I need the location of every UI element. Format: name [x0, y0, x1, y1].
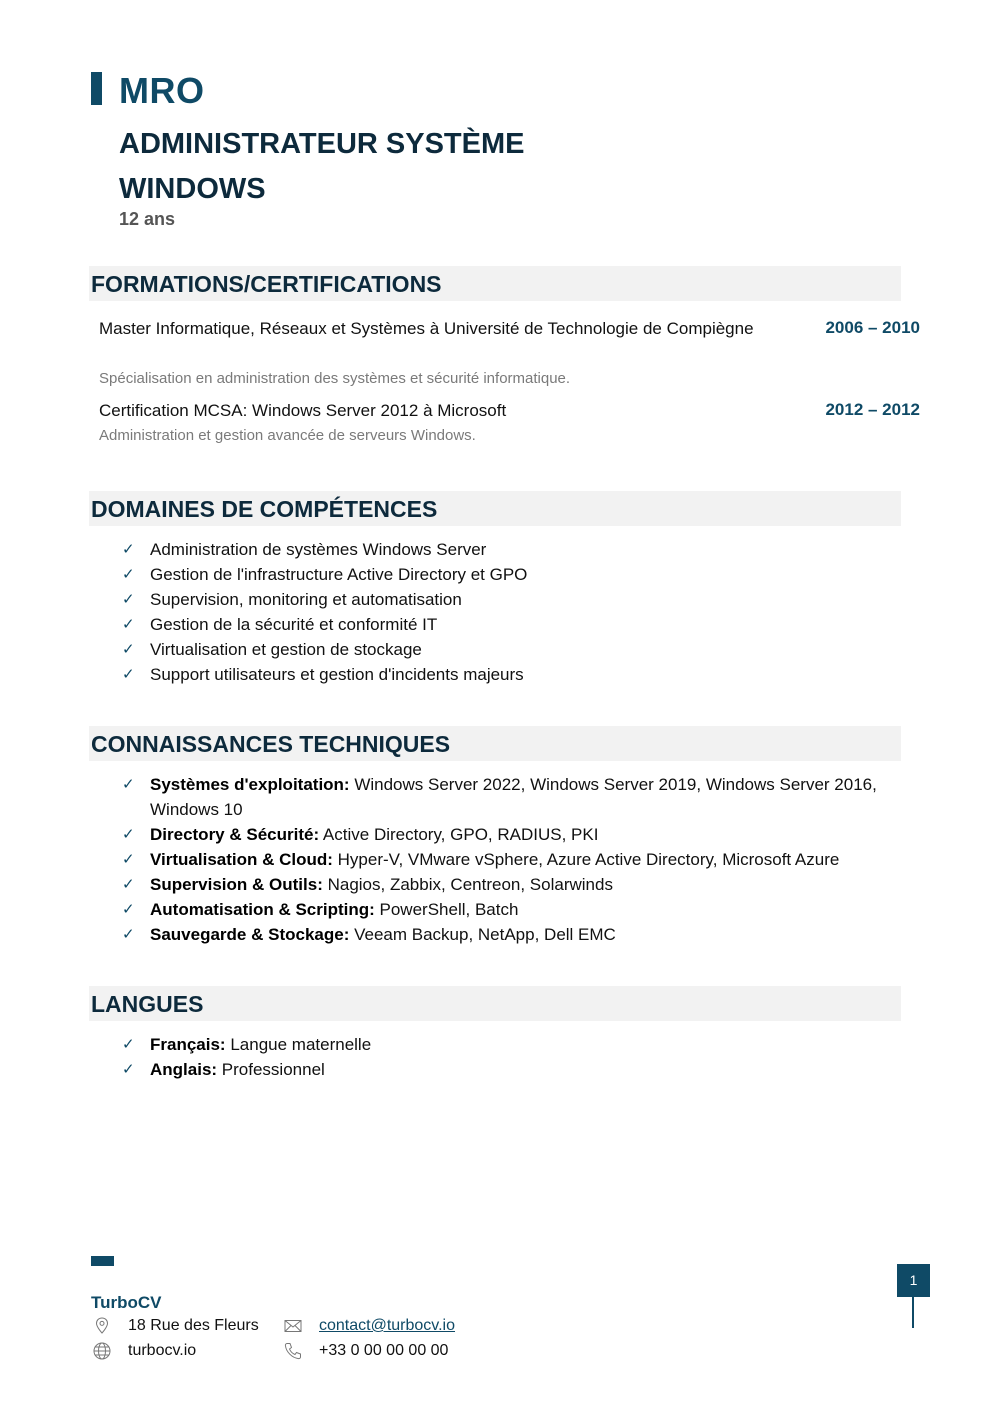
- map-pin-icon: [92, 1316, 112, 1336]
- section-heading-connaissances: CONNAISSANCES TECHNIQUES: [89, 726, 901, 761]
- footer-brand: TurboCV: [91, 1293, 162, 1312]
- education-description: Spécialisation en administration des systèmes et sécurité informatique.: [99, 370, 571, 387]
- list-item: [122, 847, 912, 872]
- list-item: ✓ Support utilisateurs et gestion d'incidents majeurs: [122, 662, 912, 687]
- education-title: Master Informatique, Réseaux et Systèmes à Université de Technologie de Compiègne: [99, 319, 754, 338]
- page-number-badge: 1: [897, 1264, 930, 1297]
- section-heading-langues: LANGUES: [89, 986, 901, 1021]
- skill-label: Sauvegarde & Stockage:: [150, 925, 350, 944]
- language-label: Français:: [150, 1035, 226, 1054]
- list-item: [122, 1057, 912, 1082]
- list-item: [122, 822, 912, 847]
- list-item: [122, 922, 912, 947]
- connaissances-list: [122, 772, 912, 947]
- list-item: ✓ Supervision, monitoring et automatisation: [122, 587, 912, 612]
- list-item: ✓ Virtualisation et gestion de stockage: [122, 637, 912, 662]
- check-icon: ✓: [122, 641, 135, 658]
- education-dates: 2012 – 2012: [825, 400, 920, 419]
- list-item: ✓ Administration de systèmes Windows Server: [122, 537, 912, 562]
- skill-label: Systèmes d'exploitation:: [150, 775, 350, 794]
- section-heading-competences: DOMAINES DE COMPÉTENCES: [89, 491, 901, 526]
- education-description: Administration et gestion avancée de serveurs Windows.: [99, 427, 476, 444]
- footer-accent-bar: [91, 1256, 114, 1266]
- section-heading-formations: FORMATIONS/CERTIFICATIONS: [89, 266, 901, 301]
- skill-value: Hyper-V, VMware vSphere, Azure Active Directory, Microsoft Azure: [337, 850, 840, 869]
- list-item: [122, 772, 912, 822]
- check-icon: ✓: [122, 591, 135, 608]
- check-icon: ✓: [122, 541, 135, 558]
- competences-list: [122, 537, 912, 687]
- footer-phone: +33 0 00 00 00 00: [319, 1342, 449, 1359]
- footer-website[interactable]: turbocv.io: [128, 1342, 197, 1359]
- language-level: Professionnel: [221, 1060, 325, 1079]
- skill-value: Veeam Backup, NetApp, Dell EMC: [354, 925, 616, 944]
- check-icon: ✓: [122, 1036, 135, 1053]
- phone-icon: [283, 1341, 303, 1361]
- check-icon: ✓: [122, 926, 135, 943]
- skill-value: Active Directory, GPO, RADIUS, PKI: [322, 825, 599, 844]
- skill-value: Windows Server 2022, Windows Server 2019, Windows Server 2016, Windows 10: [150, 775, 877, 819]
- list-item: [122, 872, 912, 897]
- experience-years: 12 ans: [119, 209, 176, 229]
- footer-address: 18 Rue des Fleurs: [128, 1317, 259, 1334]
- globe-icon: [92, 1341, 112, 1361]
- skill-value: Nagios, Zabbix, Centreon, Solarwinds: [327, 875, 613, 894]
- envelope-icon: [283, 1316, 303, 1336]
- page-number-line: [912, 1297, 914, 1328]
- check-icon: ✓: [122, 776, 135, 793]
- check-icon: ✓: [122, 1061, 135, 1078]
- name-accent-bar: [91, 72, 102, 105]
- check-icon: ✓: [122, 901, 135, 918]
- skill-label: Directory & Sécurité:: [150, 825, 320, 844]
- skill-label: Automatisation & Scripting:: [150, 900, 375, 919]
- language-level: Langue maternelle: [230, 1035, 372, 1054]
- check-icon: ✓: [122, 616, 135, 633]
- check-icon: ✓: [122, 851, 135, 868]
- education-title: Certification MCSA: Windows Server 2012 à Microsoft: [99, 401, 507, 420]
- list-item: [122, 897, 912, 922]
- check-icon: ✓: [122, 666, 135, 683]
- check-icon: ✓: [122, 876, 135, 893]
- check-icon: ✓: [122, 826, 135, 843]
- education-dates: 2006 – 2010: [825, 318, 920, 337]
- list-item: ✓ Gestion de la sécurité et conformité IT: [122, 612, 912, 637]
- skill-label: Supervision & Outils:: [150, 875, 323, 894]
- check-icon: ✓: [122, 566, 135, 583]
- list-item: [122, 1032, 912, 1057]
- skill-label: Virtualisation & Cloud:: [150, 850, 333, 869]
- langues-list: [122, 1032, 912, 1082]
- candidate-name: MRO: [119, 70, 205, 111]
- job-title: ADMINISTRATEUR SYSTÈME WINDOWS: [119, 128, 525, 205]
- language-label: Anglais:: [150, 1060, 218, 1079]
- footer-email-link[interactable]: contact@turbocv.io: [319, 1317, 456, 1334]
- list-item: ✓ Gestion de l'infrastructure Active Directory et GPO: [122, 562, 912, 587]
- skill-value: PowerShell, Batch: [379, 900, 519, 919]
